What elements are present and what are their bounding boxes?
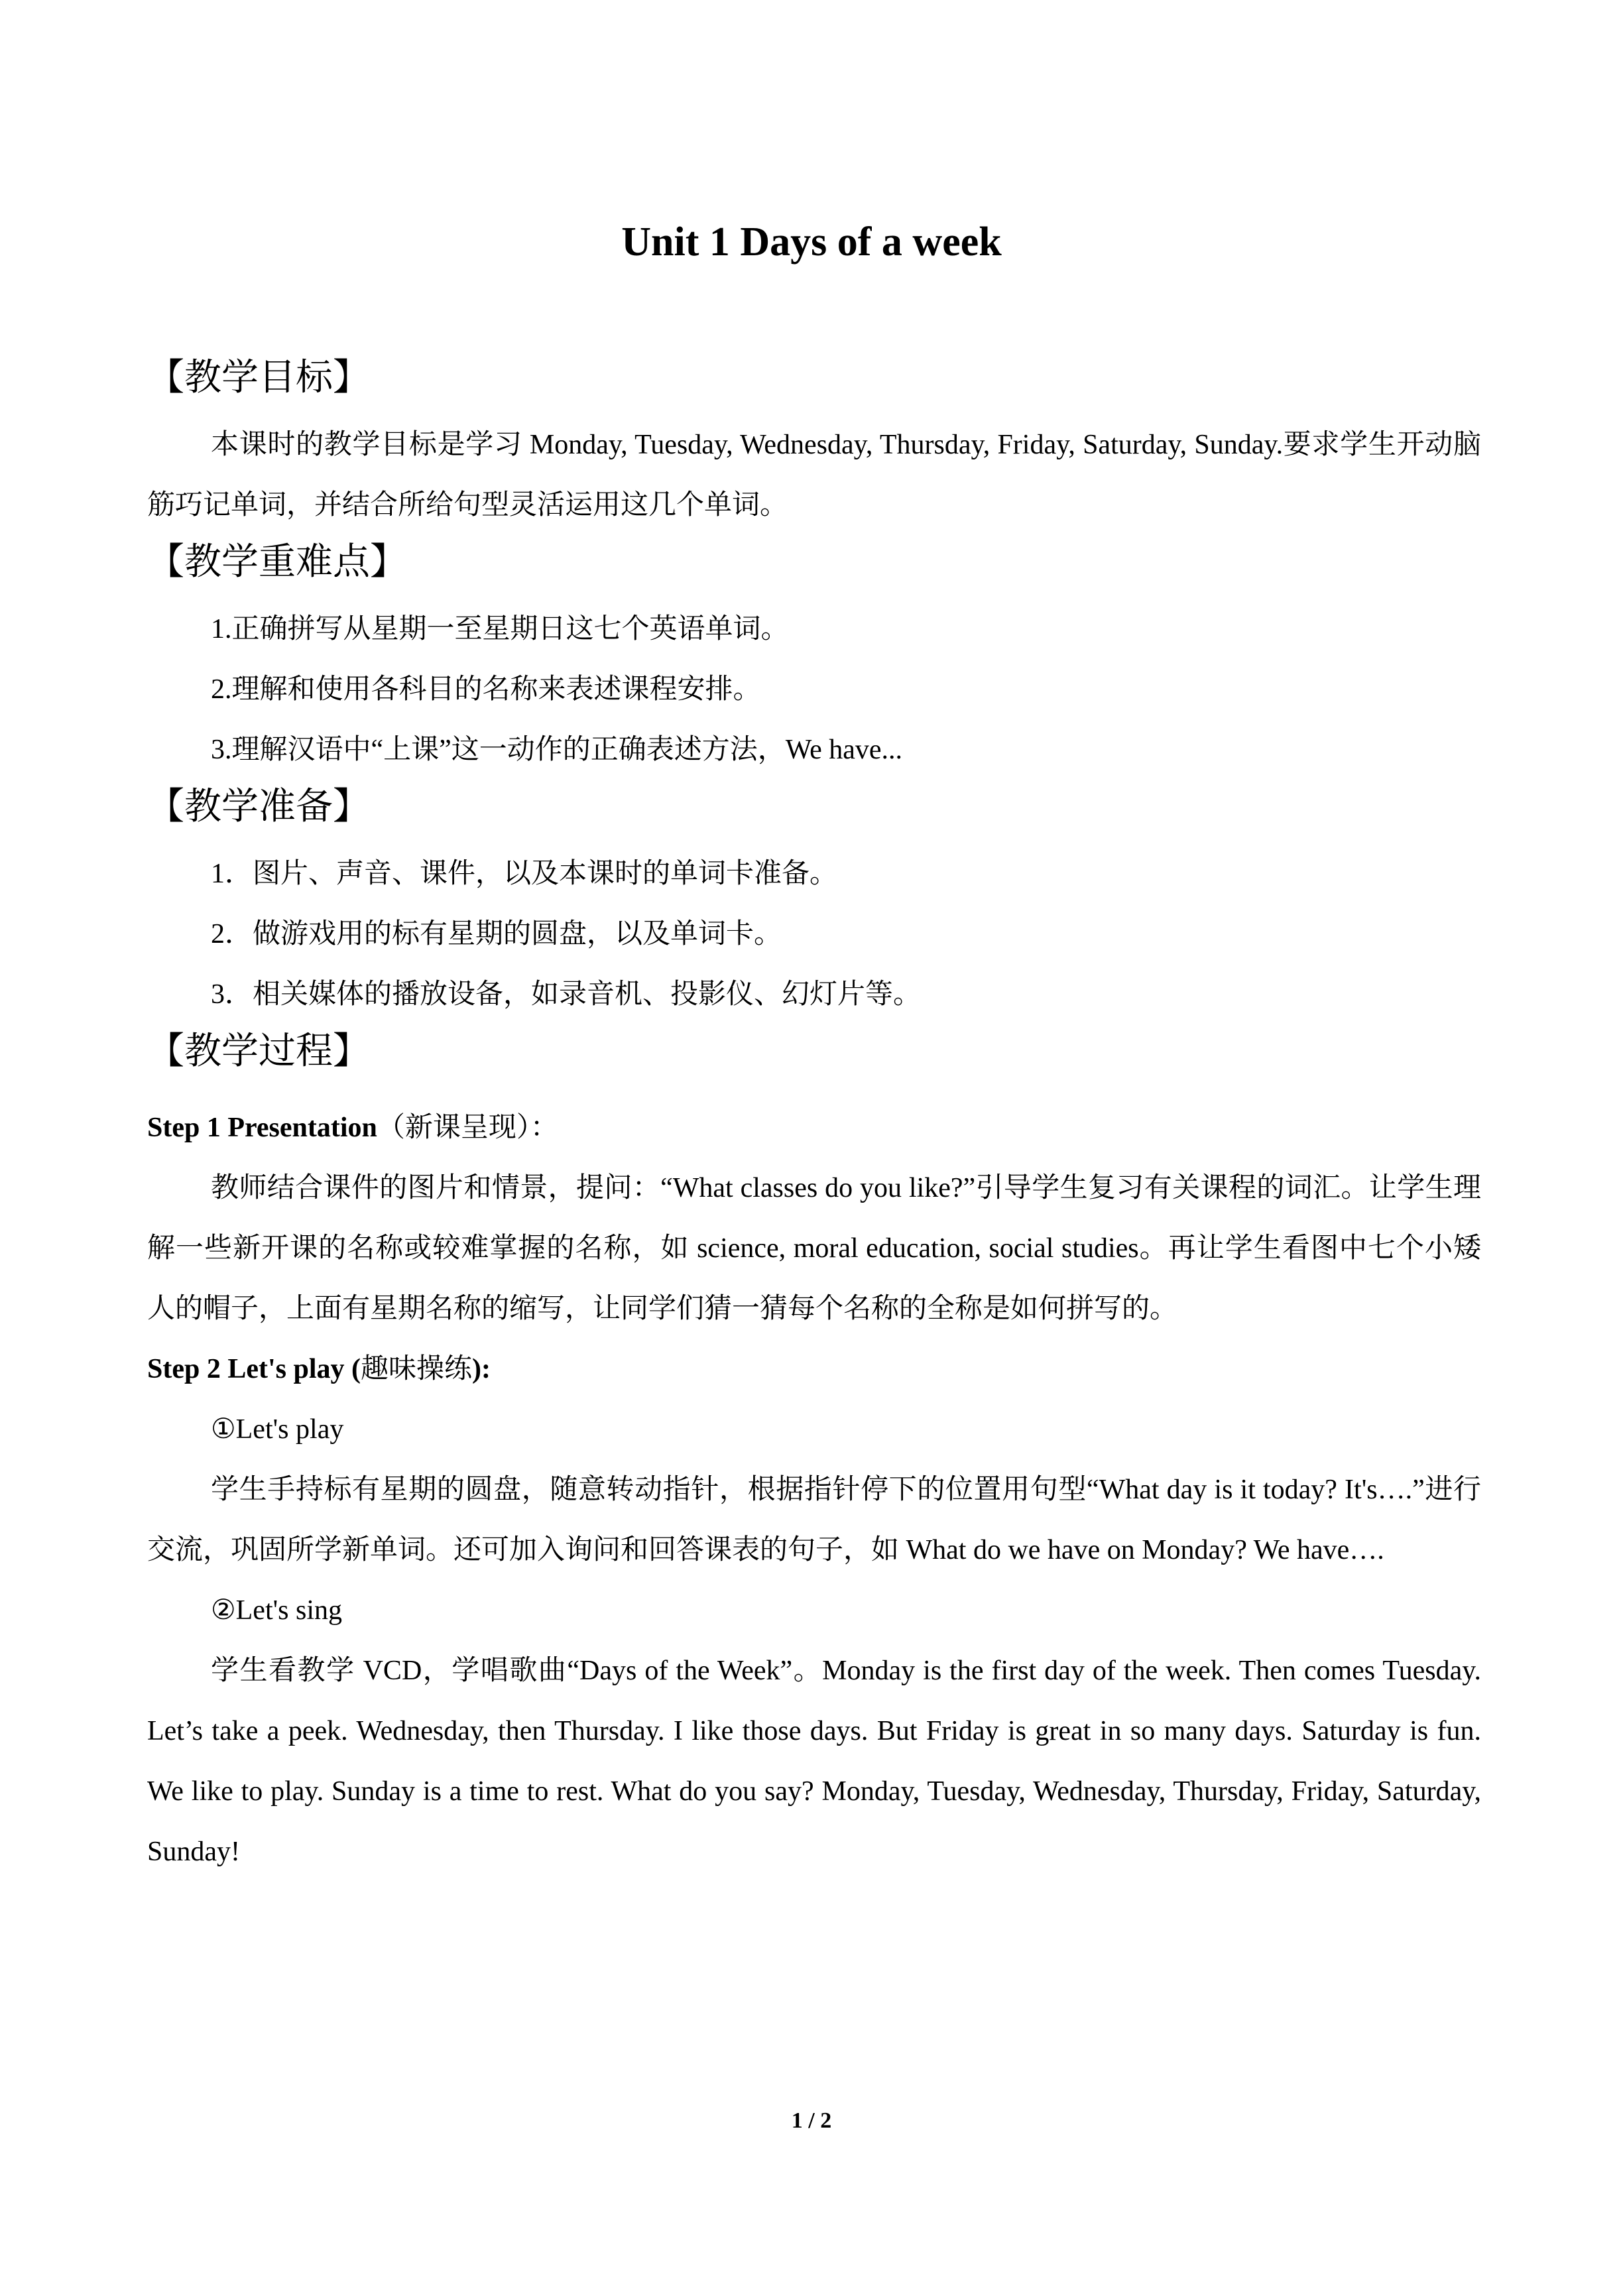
section-heading-goals: 【教学目标】 [147, 357, 370, 398]
step-1-title: Step 1 Presentation [147, 1113, 377, 1143]
key-point-item: 2.理解和使用各科目的名称来表述课程安排。 [211, 674, 761, 705]
step-2-title: Step 2 Let's play ( [147, 1354, 361, 1384]
step-2-sub-1-text: 学生手持标有星期的圆盘，随意转动指针，根据指针停下的位置用句型“What day is it today? It's….”进行交流，巩固所学新单词。还可加入询问和回答课表的句子，如 What do we have on Monday? We have…. [147, 1475, 1481, 1565]
document-body [147, 351, 1481, 1882]
key-point-item: 3.理解汉语中“上课”这一动作的正确表述方法，We have... [211, 735, 902, 765]
section-heading-key-points: 【教学重难点】 [147, 542, 407, 583]
step-2-sub-2-label: ②Let's sing [211, 1595, 343, 1626]
step-2-end: ): [472, 1354, 491, 1384]
step-2-sub-2-text: 学生看教学 VCD，学唱歌曲“Days of the Week”。Monday is the first day of the week. Then comes Tuesday. Let’s take a peek. Wednesday, then Thursday. I like those days. But Friday is great in so many days. Saturday is fun. We like to play. Sunday is a time to rest. What do you say? Monday, Tuesday, Wednesday, Thursday, Friday, Saturday, Sunday! [147, 1656, 1481, 1867]
step-1-heading [147, 1098, 1481, 1158]
page-indicator: 1 / 2 [791, 2108, 832, 2133]
key-point-item: 1.正确拼写从星期一至星期日这七个英语单词。 [211, 614, 789, 644]
section-heading-preparation: 【教学准备】 [147, 786, 370, 827]
goals-paragraph: 本课时的教学目标是学习 Monday, Tuesday, Wednesday, Thursday, Friday, Saturday, Sunday.要求学生开动脑筋巧记单词，并结合所给句型灵活运用这几个单词。 [147, 430, 1481, 520]
preparation-item: 1．图片、声音、课件，以及本课时的单词卡准备。 [211, 859, 838, 889]
step-2-cn: 趣味操练 [361, 1354, 473, 1384]
document-title: Unit 1 Days of a week [621, 219, 1002, 265]
preparation-item: 2．做游戏用的标有星期的圆盘，以及单词卡。 [211, 919, 782, 949]
preparation-item: 3．相关媒体的播放设备，如录音机、投影仪、幻灯片等。 [211, 979, 922, 1010]
step-2-sub-1-label: ①Let's play [211, 1414, 344, 1445]
step-1-suffix: （新课呈现）： [377, 1113, 558, 1143]
step-2-heading [147, 1339, 1481, 1400]
step-1-text: 教师结合课件的图片和情景，提问：“What classes do you like?”引导学生复习有关课程的词汇。让学生理解一些新开课的名称或较难掌握的名称，如 science, moral education, social studies。再让学生看图中七个小矮人的帽子，上面有星期名称的缩写，让同学们猜一猜每个名称的全称是如何拼写的。 [147, 1173, 1481, 1324]
section-heading-process: 【教学过程】 [147, 1031, 370, 1072]
